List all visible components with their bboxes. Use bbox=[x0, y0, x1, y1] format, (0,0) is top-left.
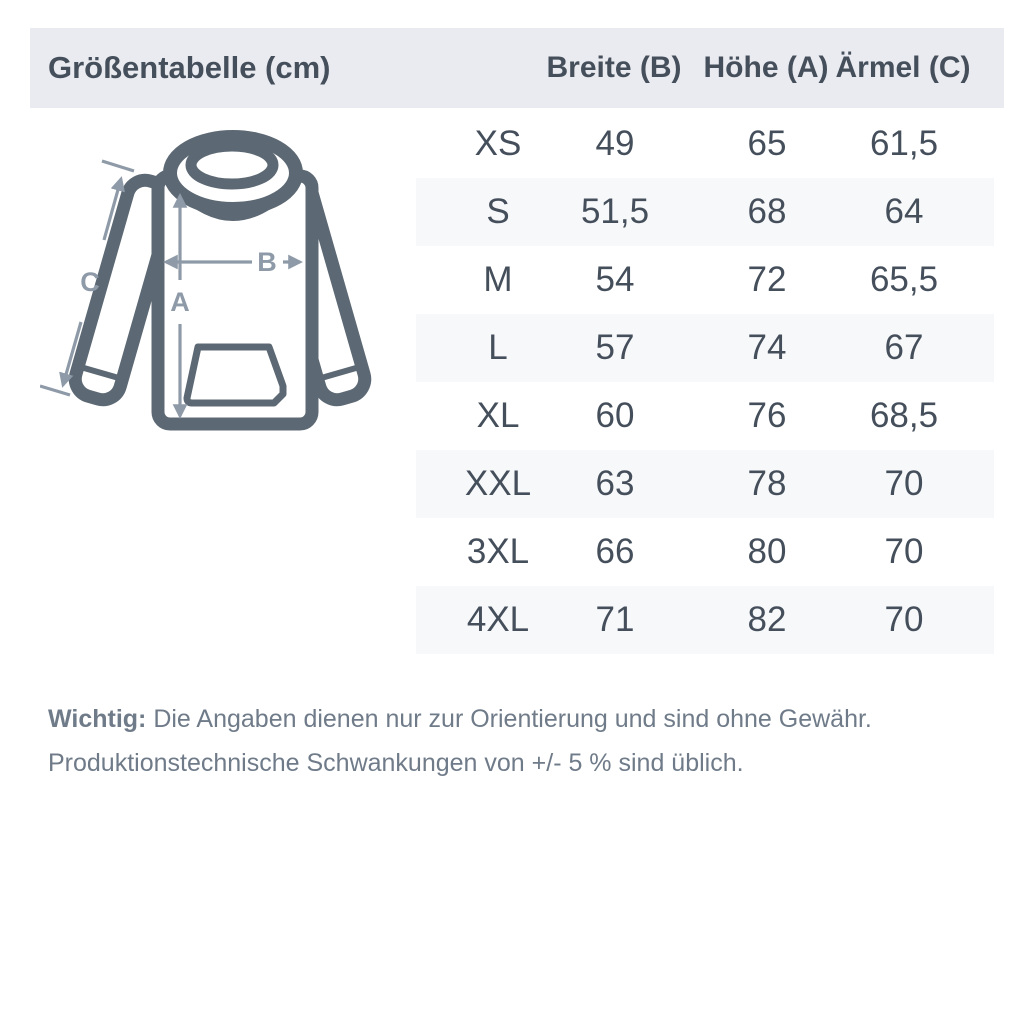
cell-aermel: 64 bbox=[884, 192, 924, 231]
table-row bbox=[416, 586, 994, 654]
cell-breite: 60 bbox=[595, 396, 635, 435]
table-row bbox=[416, 382, 994, 450]
cell-aermel: 70 bbox=[884, 532, 924, 571]
table-row bbox=[416, 178, 994, 246]
cell-size: S bbox=[486, 192, 510, 231]
cell-breite: 57 bbox=[595, 328, 635, 367]
cell-breite: 51,5 bbox=[580, 192, 650, 231]
cell-hoehe: 80 bbox=[747, 532, 787, 571]
cell-hoehe: 74 bbox=[747, 328, 787, 367]
cell-breite: 71 bbox=[595, 600, 635, 639]
cell-hoehe: 72 bbox=[747, 260, 787, 299]
table-row bbox=[416, 450, 994, 518]
size-table bbox=[416, 110, 994, 654]
cell-breite: 63 bbox=[595, 464, 635, 503]
pocket bbox=[187, 347, 283, 403]
cell-hoehe: 65 bbox=[747, 124, 787, 163]
cell-size: L bbox=[488, 328, 508, 367]
footer-note-line1: Die Angaben dienen nur zur Orientierung und sind ohne Gewähr. bbox=[153, 705, 872, 733]
cell-breite: 66 bbox=[595, 532, 635, 571]
cell-hoehe: 68 bbox=[747, 192, 787, 231]
table-row bbox=[416, 246, 994, 314]
cell-aermel: 70 bbox=[884, 600, 924, 639]
column-header-breite: Breite (B) bbox=[546, 51, 682, 84]
cell-size: XL bbox=[476, 396, 520, 435]
cell-size: XXL bbox=[464, 464, 532, 503]
hoodie-diagram-icon bbox=[40, 130, 400, 450]
cell-size: 4XL bbox=[466, 600, 530, 639]
column-header-hoehe: Höhe (A) bbox=[703, 51, 829, 84]
page-title: Größentabelle (cm) bbox=[48, 50, 331, 85]
footer-note-line2: Produktionstechnische Schwankungen von +/- 5 % sind üblich. bbox=[48, 749, 744, 777]
cell-aermel: 61,5 bbox=[869, 124, 939, 163]
table-row bbox=[416, 314, 994, 382]
label-a: A bbox=[170, 287, 190, 317]
cell-size: 3XL bbox=[466, 532, 530, 571]
cell-aermel: 65,5 bbox=[869, 260, 939, 299]
label-c: C bbox=[80, 267, 100, 297]
table-row bbox=[416, 518, 994, 586]
table-row bbox=[416, 110, 994, 178]
cell-breite: 49 bbox=[595, 124, 635, 163]
cell-size: M bbox=[483, 260, 513, 299]
footer-note bbox=[48, 697, 988, 785]
cell-hoehe: 76 bbox=[747, 396, 787, 435]
table-header-band bbox=[30, 28, 1004, 108]
hood bbox=[170, 137, 296, 209]
footer-note-lead: Wichtig: bbox=[48, 705, 147, 733]
cell-size: XS bbox=[474, 124, 522, 163]
cell-hoehe: 78 bbox=[747, 464, 787, 503]
cell-aermel: 67 bbox=[884, 328, 924, 367]
cell-breite: 54 bbox=[595, 260, 635, 299]
cell-aermel: 68,5 bbox=[869, 396, 939, 435]
cell-hoehe: 82 bbox=[747, 600, 787, 639]
cell-aermel: 70 bbox=[884, 464, 924, 503]
column-header-aermel: Ärmel (C) bbox=[835, 51, 971, 84]
label-b: B bbox=[257, 247, 277, 277]
